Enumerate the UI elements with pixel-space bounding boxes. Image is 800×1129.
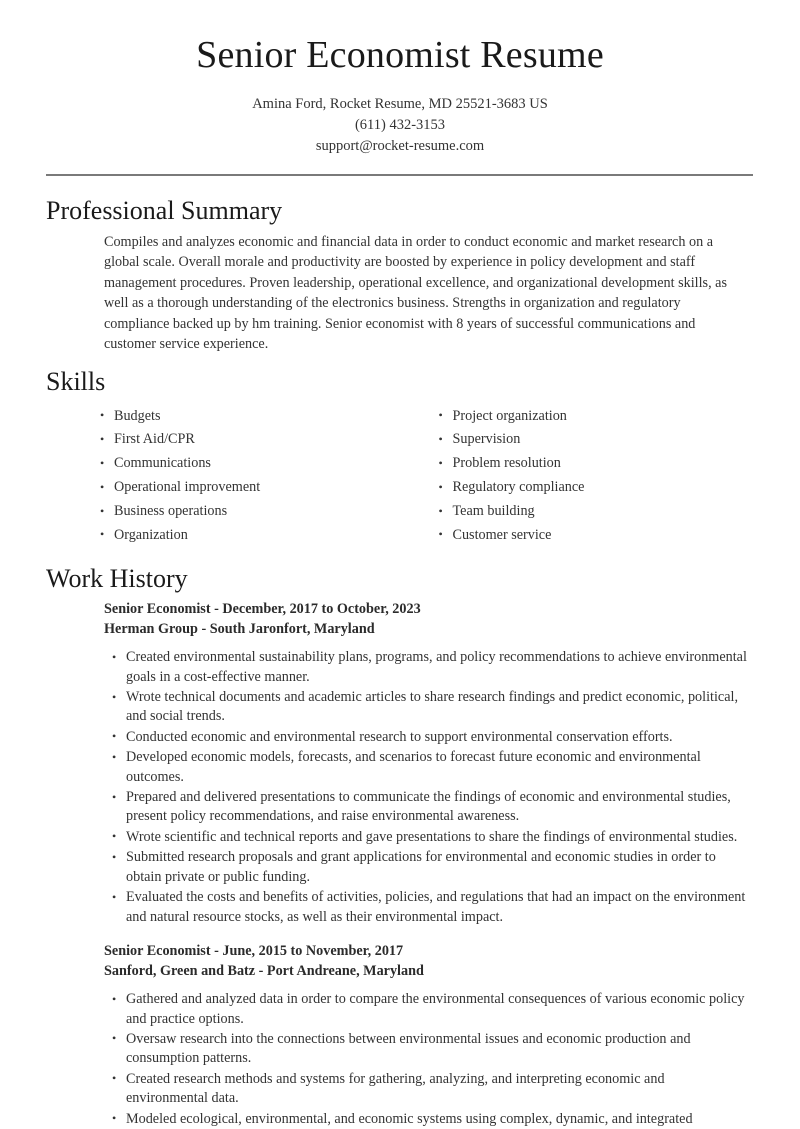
list-item: • Project organization	[439, 407, 754, 427]
section-title-work-history: Work History	[46, 563, 188, 593]
job-bullet-list	[104, 981, 753, 1129]
section-work-history	[0, 550, 800, 1129]
contact-email: support@rocket-resume.com	[315, 137, 485, 154]
contact-block	[0, 94, 800, 157]
list-item: • Wrote scientific and technical reports and gave presentations to share the findings of environmental studies.	[104, 828, 753, 847]
list-item: • Conducted economic and environmental research to support environmental conservation efforts.	[104, 728, 753, 747]
resume-header	[0, 0, 800, 157]
section-title-skills: Skills	[46, 367, 106, 397]
skills-list-right	[439, 407, 754, 546]
job-bullet-list	[104, 639, 753, 927]
skills-list-left	[100, 407, 427, 546]
skills-column-left	[100, 407, 427, 550]
list-item: • Communications	[100, 454, 427, 474]
list-item: • Submitted research proposals and grant applications for environmental and economic studies in order to obtain private or public funding.	[104, 848, 753, 887]
list-item: • Problem resolution	[439, 454, 754, 474]
list-item: • First Aid/CPR	[100, 430, 427, 450]
contact-address: Amina Ford, Rocket Resume, MD 25521-3683 US	[252, 95, 548, 112]
page-title: Senior Economist Resume	[196, 34, 604, 76]
section-title-professional-summary: Professional Summary	[46, 195, 283, 225]
section-professional-summary	[0, 176, 800, 355]
work-history-entry	[46, 600, 753, 927]
summary-body	[46, 232, 753, 354]
job-title-line: Senior Economist - December, 2017 to October, 2023	[104, 601, 421, 618]
list-item: • Developed economic models, forecasts, and scenarios to forecast future economic and environmental outcomes.	[104, 748, 753, 787]
list-item: • Modeled ecological, environmental, and economic systems using complex, dynamic, and integrated	[104, 1110, 753, 1129]
job-company-line: Sanford, Green and Batz - Port Andreane, Maryland	[104, 962, 424, 979]
skills-columns	[46, 404, 753, 550]
list-item: • Wrote technical documents and academic articles to share research findings and predict economic, political, and social trends.	[104, 688, 753, 727]
list-item: • Regulatory compliance	[439, 478, 754, 498]
contact-phone: (611) 432-3153	[354, 116, 446, 133]
list-item: • Oversaw research into the connections between environmental issues and economic production and consumption patterns.	[104, 1030, 753, 1069]
list-item: • Prepared and delivered presentations to communicate the findings of economic and environmental studies, present policy recommendations, and raise environmental awareness.	[104, 788, 753, 827]
list-item: • Gathered and analyzed data in order to compare the environmental consequences of various economic policy and practice options.	[104, 990, 753, 1029]
job-title-line: Senior Economist - June, 2015 to November, 2017	[104, 942, 404, 959]
work-history-entry	[46, 928, 753, 1129]
list-item: • Evaluated the costs and benefits of activities, policies, and regulations that had an impact on the environment and natural resource stocks, as well as their environmental impact.	[104, 888, 753, 927]
list-item: • Business operations	[100, 502, 427, 522]
summary-text: Compiles and analyzes economic and financial data in order to conduct economic and market research on a global scale. Overall morale and productivity are boosted by experience in policy development and staff management procedures. Proven leadership, operational excellence, and organizational development skills, as well as a thorough understanding of the electronics business. Strengths in organization and regulatory compliance backed up by hm training. Senior economist with 8 years of successful communications and customer service experience.	[104, 233, 727, 352]
job-company-line: Herman Group - South Jaronfort, Maryland	[104, 620, 375, 637]
list-item: • Supervision	[439, 430, 754, 450]
skills-column-right	[427, 407, 754, 550]
list-item: • Created research methods and systems for gathering, analyzing, and interpreting economic and environmental data.	[104, 1070, 753, 1109]
list-item: • Operational improvement	[100, 478, 427, 498]
list-item: • Customer service	[439, 526, 754, 546]
section-skills	[0, 354, 800, 550]
list-item: • Team building	[439, 502, 754, 522]
list-item: • Organization	[100, 526, 427, 546]
list-item: • Created environmental sustainability plans, programs, and policy recommendations to achieve environmental goals in a cost-effective manner.	[104, 648, 753, 687]
list-item: • Budgets	[100, 407, 427, 427]
